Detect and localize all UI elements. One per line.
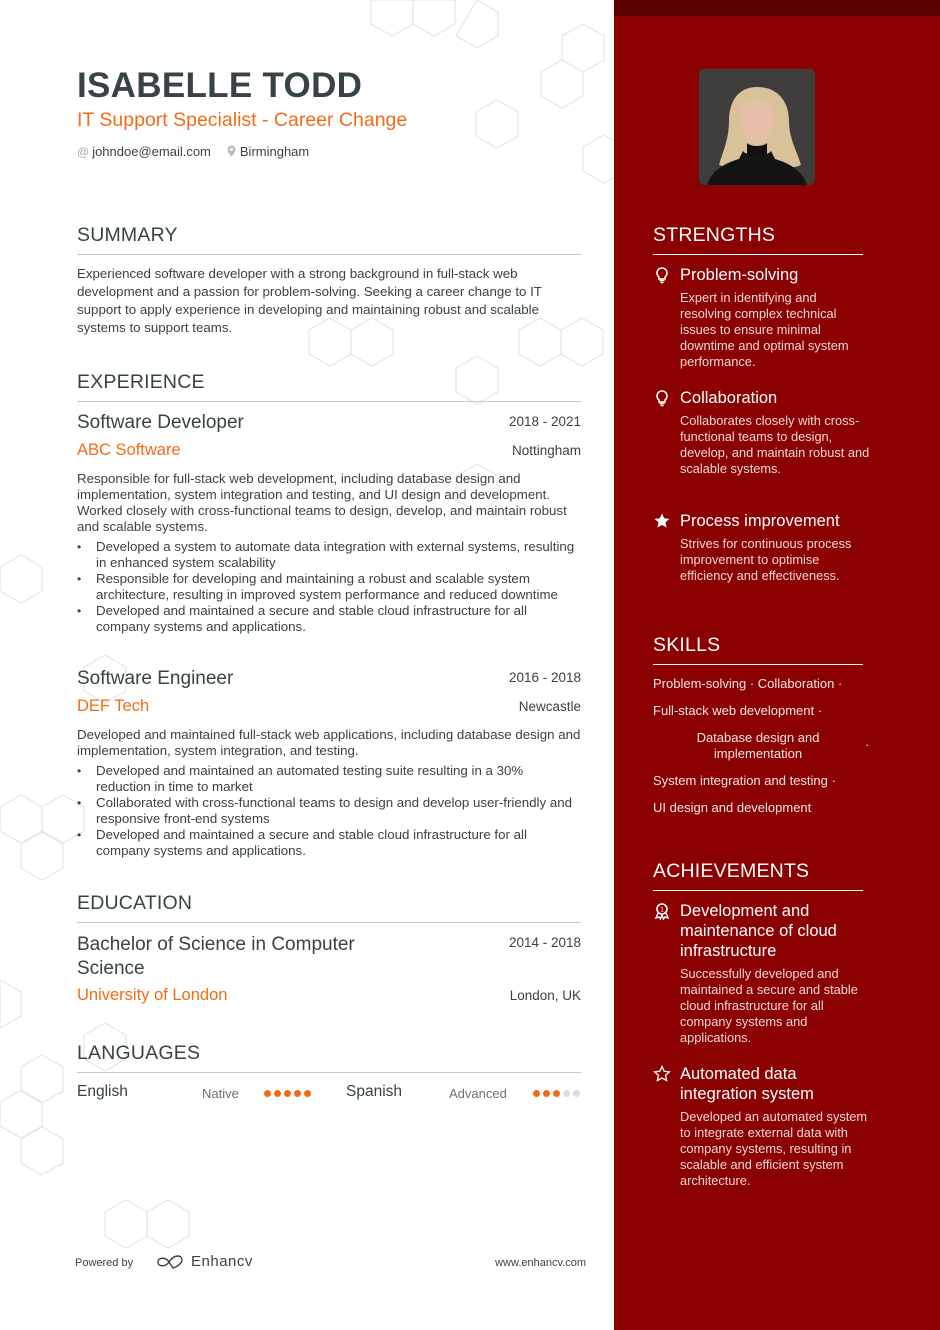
section-heading-skills: SKILLS — [653, 634, 863, 665]
email-text: johndoe@email.com — [92, 144, 211, 159]
language-rating-english — [264, 1090, 311, 1097]
achievement-description: Successfully developed and maintained a secure and stable cloud infrastructure for all company systems and applications. — [680, 966, 858, 1045]
email-contact[interactable] — [77, 144, 211, 159]
location-contact — [227, 144, 309, 159]
candidate-name: ISABELLE TODD — [77, 66, 363, 105]
bullet-item: • Responsible for developing and maintaining a robust and scalable system architecture, resulting in improved system performance and reduced downtime — [77, 571, 581, 603]
strength-title: Process improvement — [680, 512, 840, 530]
school: University of London — [77, 986, 228, 1004]
skill-line: Problem-solving · Collaboration · — [653, 676, 843, 691]
section-heading-strengths: STRENGTHS — [653, 224, 863, 255]
at-icon: @ — [77, 145, 90, 159]
bullet-item: • Developed and maintained an automated testing suite resulting in a 30% reduction in time to market — [77, 763, 581, 795]
svg-text:1: 1 — [660, 906, 664, 914]
bullet-item: • Developed and maintained a secure and stable cloud infrastructure for all company systems and applications. — [77, 603, 581, 635]
job-role: Software Developer — [77, 412, 244, 433]
rating-dot-filled — [294, 1090, 301, 1097]
rating-dot-empty — [573, 1090, 580, 1097]
section-heading-experience: EXPERIENCE — [77, 371, 581, 402]
rating-dot-filled — [284, 1090, 291, 1097]
job-company: ABC Software — [77, 441, 181, 459]
bullet-item: • Developed and maintained a secure and stable cloud infrastructure for all company systems and applications. — [77, 827, 581, 859]
bullet-item: • Collaborated with cross-functional teams to design and develop user-friendly and responsive front-end systems — [77, 795, 581, 827]
footer — [75, 1253, 586, 1273]
enhancv-logo[interactable] — [155, 1253, 253, 1270]
skill-separator: · — [865, 737, 870, 752]
skill-line: Full-stack web development · — [653, 703, 823, 718]
profile-photo — [699, 69, 815, 185]
candidate-title: IT Support Specialist - Career Change — [77, 109, 408, 131]
section-heading-languages: LANGUAGES — [77, 1042, 581, 1073]
job-location: Newcastle — [518, 699, 581, 714]
strength-title: Collaboration — [680, 389, 778, 407]
strength-title: Problem-solving — [680, 266, 799, 284]
achievement-title: Automated data integration system — [680, 1065, 814, 1103]
skill-line: UI design and development — [653, 800, 812, 815]
language-rating-spanish — [533, 1090, 580, 1097]
infinity-heart-icon — [155, 1254, 185, 1270]
rating-dot-filled — [304, 1090, 311, 1097]
language-name: Spanish — [346, 1083, 403, 1100]
website-link[interactable]: www.enhancv.com — [495, 1257, 586, 1269]
location-text: Birmingham — [239, 144, 310, 159]
job-role: Software Engineer — [77, 668, 234, 689]
contact-info — [77, 144, 309, 159]
powered-by-label: Powered by — [75, 1257, 134, 1269]
job-company: DEF Tech — [77, 697, 150, 715]
summary-text: Experienced software developer with a strong background in full-stack web development and a passion for problem-solving. Seeking a career change to IT support to apply experience in developing and maintaining robust and scalable systems to support teams. — [77, 266, 542, 335]
brand-name: Enhancv — [191, 1253, 253, 1270]
section-heading-summary: SUMMARY — [77, 224, 581, 255]
rating-dot-filled — [543, 1090, 550, 1097]
portrait-image — [699, 69, 815, 185]
rating-dot-filled — [264, 1090, 271, 1097]
job-description: Developed and maintained full-stack web applications, including database design and implementation, system integration, and testing. — [77, 727, 581, 758]
job-bullets — [77, 539, 581, 635]
job-dates: 2018 - 2021 — [508, 414, 581, 429]
lightbulb-icon — [653, 266, 671, 284]
award-medal-icon — [653, 902, 671, 920]
education-location: London, UK — [509, 988, 581, 1003]
lightbulb-icon — [653, 389, 671, 407]
skill-line: System integration and testing · — [653, 773, 836, 788]
sidebar — [614, 0, 940, 1330]
languages-list — [77, 1083, 581, 1103]
skill-line: Database design and implementation — [696, 730, 820, 761]
section-heading-education: EDUCATION — [77, 892, 581, 923]
achievement-description: Developed an automated system to integrate external data with company systems, resulting in scalable and efficient system architecture. — [680, 1109, 868, 1188]
job-description: Responsible for full-stack web development, including database design and implementation, system integration and testing, and UI design and development. Worked closely with cross-functional teams to design, develop, and maintain robust and scalable systems. — [77, 471, 567, 534]
strength-description: Expert in identifying and resolving complex technical issues to ensure minimal downtime and optimal system performance. — [680, 290, 849, 369]
map-pin-icon — [227, 145, 236, 157]
language-name: English — [77, 1083, 128, 1100]
language-level: Native — [202, 1086, 239, 1101]
star-outline-icon — [653, 1065, 671, 1083]
rating-dot-filled — [533, 1090, 540, 1097]
sidebar-top-bar — [614, 0, 940, 16]
rating-dot-filled — [553, 1090, 560, 1097]
strength-description: Strives for continuous process improvement to optimise efficiency and effectiveness. — [680, 536, 852, 583]
education-dates: 2014 - 2018 — [508, 935, 581, 950]
rating-dot-empty — [563, 1090, 570, 1097]
strength-description: Collaborates closely with cross-functional teams to design, develop, and maintain robust and scalable systems. — [680, 413, 870, 476]
rating-dot-filled — [274, 1090, 281, 1097]
job-location: Nottingham — [511, 443, 581, 458]
degree: Bachelor of Science in Computer Science — [77, 934, 355, 979]
job-bullets — [77, 763, 581, 859]
language-level: Advanced — [449, 1086, 507, 1101]
achievement-title: Development and maintenance of cloud infrastructure — [680, 902, 837, 960]
job-dates: 2016 - 2018 — [508, 670, 581, 685]
section-heading-achievements: ACHIEVEMENTS — [653, 860, 863, 891]
star-filled-icon — [653, 512, 671, 530]
bullet-item: • Developed a system to automate data integration with external systems, resulting in enhanced system scalability — [77, 539, 581, 571]
